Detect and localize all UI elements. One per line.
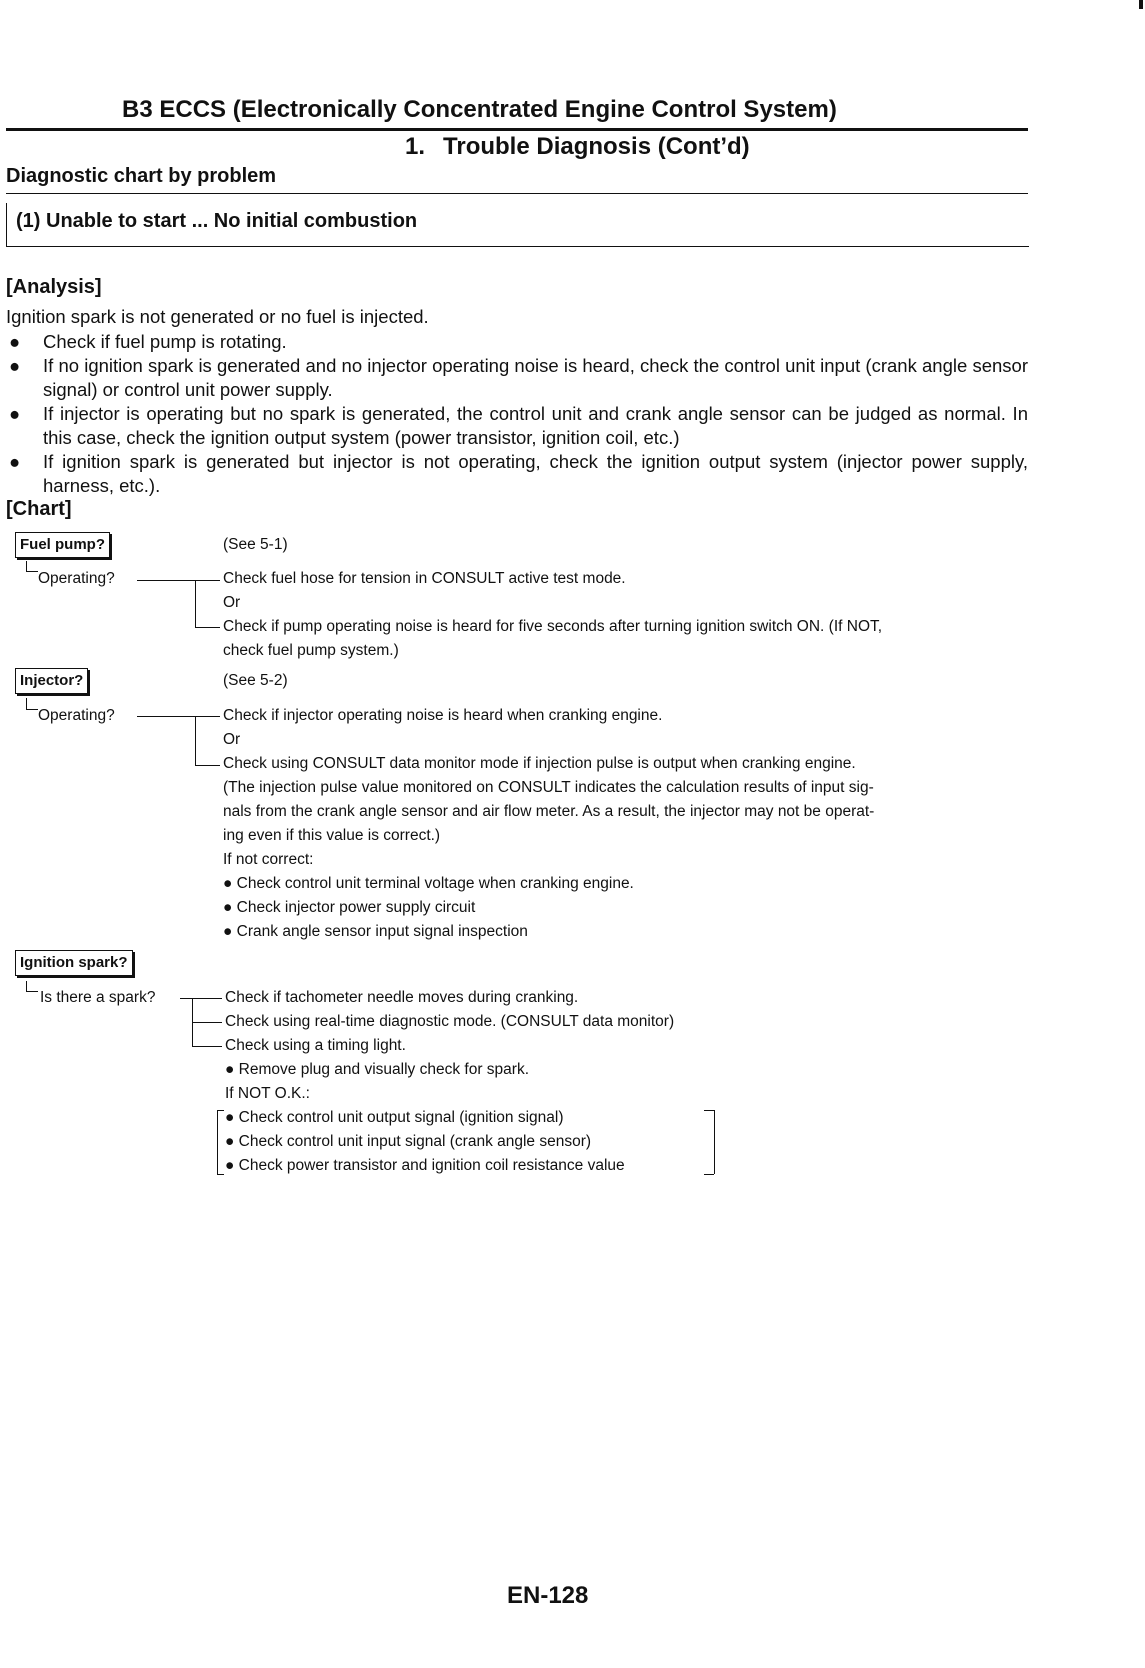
- connector-line: [195, 765, 220, 766]
- fuel-pump-question: Operating?: [38, 570, 115, 587]
- fuel-pump-check2-cont: check fuel pump system.): [223, 642, 399, 659]
- ignition-check3: Check using a timing light.: [225, 1037, 406, 1054]
- corner-mark: [1139, 0, 1143, 9]
- bracket-right-bottom: [704, 1174, 714, 1175]
- analysis-bullet: ● If injector is operating but no spark is generated, the control unit and crank angle sensor can be judged as normal. In this case, check the ignition output system (power transistor, ignition coil, etc.): [9, 403, 1028, 448]
- analysis-bullets: [6, 330, 1028, 498]
- diagnostic-chart-title: Diagnostic chart by problem: [6, 165, 277, 187]
- problem-title: (1) Unable to start ... No initial combustion: [16, 210, 418, 232]
- fuel-pump-check1: Check fuel hose for tension in CONSULT active test mode.: [223, 570, 626, 587]
- page-title: B3 ECCS (Electronically Concentrated Engine Control System): [122, 96, 837, 123]
- fuel-pump-check2: Check if pump operating noise is heard for five seconds after turning ignition switch ON. (If NOT,: [223, 618, 883, 635]
- connector-line: [137, 580, 220, 581]
- bullet-icon: ●: [223, 875, 237, 892]
- connector-line: [26, 561, 27, 571]
- bracket-line: [195, 580, 196, 627]
- injector-item: ● Check control unit terminal voltage when cranking engine.: [223, 875, 634, 892]
- analysis-bullet: ● If no ignition spark is generated and no injector operating noise is heard, check the control unit input (crank angle sensor signal) or control unit power supply.: [9, 355, 1028, 400]
- connector-line: [26, 698, 27, 709]
- injector-question: Operating?: [38, 707, 115, 724]
- ignition-item: ● Check power transistor and ignition coil resistance value: [225, 1157, 625, 1174]
- connector-line: [26, 571, 38, 572]
- connector-line: [192, 1022, 222, 1023]
- injector-note-2: nals from the crank angle sensor and air flow meter. As a result, the injector may not be operat-: [223, 803, 875, 820]
- fuel-pump-see: (See 5-1): [223, 536, 288, 553]
- connector-line: [26, 709, 38, 710]
- bracket-left-top: [217, 1110, 224, 1111]
- injector-box: Injector?: [15, 668, 88, 694]
- injector-note-3: ing even if this value is correct.): [223, 827, 441, 844]
- bracket-right-top: [704, 1110, 714, 1111]
- header-rule: [6, 128, 1028, 131]
- ignition-spark-box: Ignition spark?: [15, 950, 133, 976]
- ignition-remove-plug: ● Remove plug and visually check for spark.: [225, 1061, 530, 1078]
- ignition-check1: Check if tachometer needle moves during cranking.: [225, 989, 579, 1006]
- connector-line: [192, 1046, 222, 1047]
- bullet-icon: ●: [9, 403, 21, 424]
- bullet-icon: ●: [9, 331, 21, 352]
- injector-item: ● Crank angle sensor input signal inspection: [223, 923, 528, 940]
- injector-check2: Check using CONSULT data monitor mode if injection pulse is output when cranking engine.: [223, 755, 856, 772]
- bullet-icon: ●: [225, 1061, 239, 1078]
- fuel-pump-or: Or: [223, 594, 241, 611]
- analysis-intro: Ignition spark is not generated or no fuel is injected.: [6, 306, 429, 327]
- ignition-check2: Check using real-time diagnostic mode. (CONSULT data monitor): [225, 1013, 675, 1030]
- connector-line: [180, 998, 222, 999]
- ignition-item: ● Check control unit input signal (crank angle sensor): [225, 1133, 592, 1150]
- bullet-icon: ●: [225, 1109, 239, 1126]
- connector-line: [26, 991, 38, 992]
- section-title-text: Trouble Diagnosis (Cont’d): [443, 133, 750, 160]
- page-number: EN-128: [507, 1582, 589, 1609]
- chart-heading: [Chart]: [6, 498, 72, 520]
- bullet-icon: ●: [225, 1133, 239, 1150]
- bullet-icon: ●: [225, 1157, 239, 1174]
- bracket-left-bottom: [217, 1174, 224, 1175]
- connector-line: [26, 981, 27, 991]
- section-number: 1.: [405, 133, 426, 160]
- ignition-not-ok: If NOT O.K.:: [225, 1085, 310, 1102]
- connector-line: [195, 627, 220, 628]
- bracket-right: [714, 1110, 715, 1174]
- injector-item: ● Check injector power supply circuit: [223, 899, 476, 916]
- bullet-icon: ●: [223, 923, 237, 940]
- analysis-heading: [Analysis]: [6, 276, 102, 298]
- subheader-rule: [6, 193, 1028, 194]
- bullet-icon: ●: [9, 355, 21, 376]
- bracket-line: [195, 716, 196, 765]
- injector-see: (See 5-2): [223, 672, 288, 689]
- injector-or: Or: [223, 731, 241, 748]
- ignition-item: ● Check control unit output signal (ignition signal): [225, 1109, 564, 1126]
- analysis-bullet: ● If ignition spark is generated but injector is not operating, check the ignition output system (injector power supply, harness, etc.).: [9, 451, 1028, 496]
- injector-not-correct: If not correct:: [223, 851, 314, 868]
- bullet-icon: ●: [9, 451, 21, 472]
- section-title: [405, 133, 750, 161]
- bullet-icon: ●: [223, 899, 237, 916]
- fuel-pump-box: Fuel pump?: [15, 532, 110, 558]
- injector-note-1: (The injection pulse value monitored on CONSULT indicates the calculation results of input sig-: [223, 779, 874, 796]
- connector-line: [137, 716, 220, 717]
- injector-check1: Check if injector operating noise is heard when cranking engine.: [223, 707, 663, 724]
- ignition-question: Is there a spark?: [40, 989, 156, 1006]
- bracket-left: [217, 1110, 218, 1174]
- analysis-bullet: ● Check if fuel pump is rotating.: [9, 331, 287, 352]
